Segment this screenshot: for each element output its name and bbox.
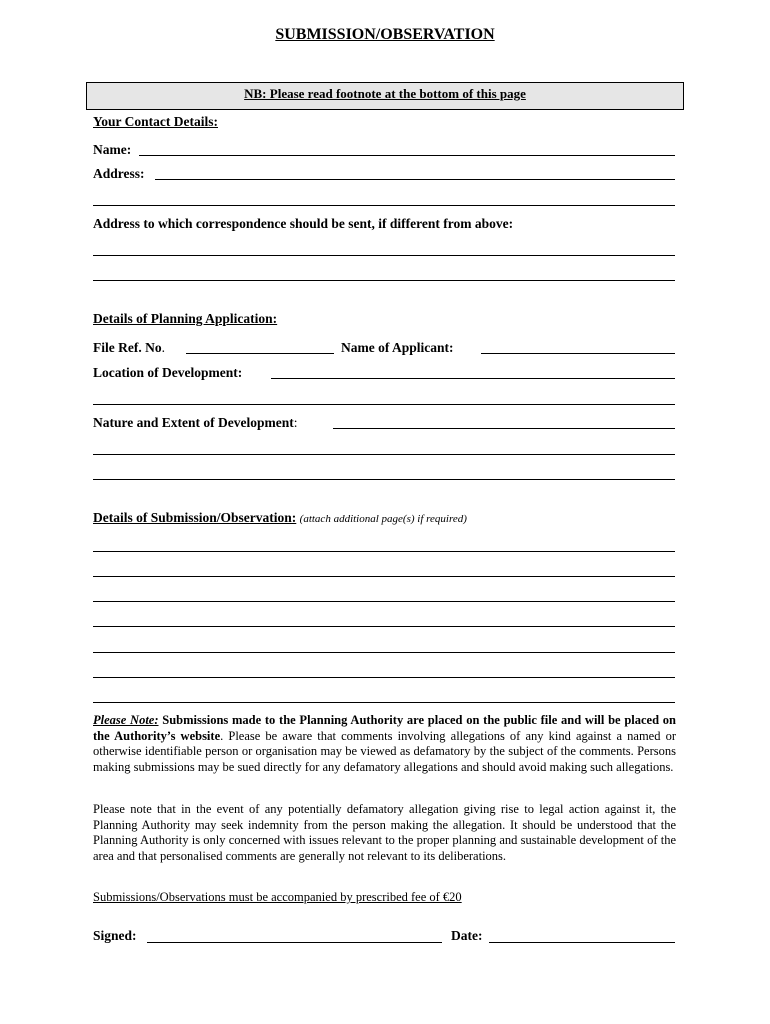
name-label: Name:	[93, 142, 132, 157]
submission-line-3[interactable]	[93, 601, 675, 602]
submission-line-2[interactable]	[93, 576, 675, 577]
signed-label: Signed:	[93, 928, 137, 943]
signature-field[interactable]	[147, 942, 442, 943]
submission-line-5[interactable]	[93, 652, 675, 653]
submission-note: (attach additional page(s) if required)	[299, 513, 467, 525]
location-label: Location of Development:	[93, 365, 243, 380]
date-field[interactable]	[489, 942, 675, 943]
file-ref-label: File Ref. No.	[93, 340, 165, 355]
applicant-label: Name of Applicant:	[341, 340, 454, 355]
submission-line-6[interactable]	[93, 677, 675, 678]
address-label: Address:	[93, 166, 145, 181]
nature-label: Nature and Extent of Development:	[93, 415, 298, 430]
planning-heading: Details of Planning Application:	[93, 311, 278, 326]
submission-heading-row	[93, 510, 467, 526]
correspondence-field-line-1[interactable]	[93, 255, 675, 256]
location-field[interactable]	[271, 378, 675, 379]
location-field-line-2[interactable]	[93, 404, 675, 405]
submission-heading: Details of Submission/Observation:	[93, 510, 297, 525]
fee-notice: Submissions/Observations must be accompanied by prescribed fee of €20	[93, 890, 462, 904]
indemnity-note: Please note that in the event of any potentially defamatory allegation giving rise to legal action against it, the Planning Authority may seek indemnity from the person making the allegation. It should be understood that the Planning Authority is only concerned with issues relevant to the proper planning and sustainable development of the area and that personalised comments are generally not relevant to its deliberations.	[93, 802, 676, 863]
file-ref-field[interactable]	[186, 353, 334, 354]
correspondence-field-line-2[interactable]	[93, 280, 675, 281]
nature-field[interactable]	[333, 428, 675, 429]
defamation-note: Please Note: Submissions made to the Planning Authority are placed on the public file and will be placed on the Authority’s website. Please be aware that comments involving allegations of any kind against a named or otherwise identifiable person or organisation may be viewed as defamatory by the subject of the comments. Persons making submissions may be sued directly for any defamatory allegations and should avoid making such allegations.	[93, 713, 676, 774]
submission-line-1[interactable]	[93, 551, 675, 552]
address-field-line-2[interactable]	[93, 205, 675, 206]
submission-line-7[interactable]	[93, 702, 675, 703]
name-field[interactable]	[139, 155, 675, 156]
nb-notice-box	[86, 82, 684, 110]
applicant-field[interactable]	[481, 353, 675, 354]
address-field[interactable]	[155, 179, 675, 180]
page-title: SUBMISSION/OBSERVATION	[275, 26, 495, 43]
submission-line-4[interactable]	[93, 626, 675, 627]
correspondence-label: Address to which correspondence should be sent, if different from above:	[93, 216, 514, 231]
date-label: Date:	[451, 928, 483, 943]
nb-notice-text: NB: Please read footnote at the bottom of this page	[244, 86, 526, 101]
contact-heading: Your Contact Details:	[93, 114, 218, 129]
nature-field-line-3[interactable]	[93, 479, 675, 480]
nature-field-line-2[interactable]	[93, 454, 675, 455]
